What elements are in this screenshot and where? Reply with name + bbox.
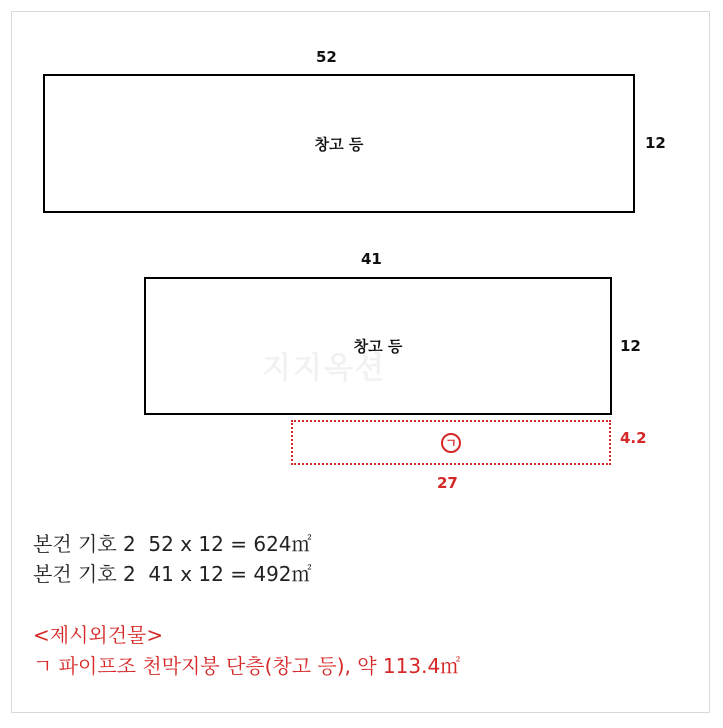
building1-label: 창고 등 <box>314 135 364 153</box>
area-note-1: 본건 기호 2 52 x 12 = 624㎡ <box>33 532 312 556</box>
watermark: 지지옥션 <box>262 351 386 386</box>
extra-width-label: 27 <box>437 474 458 492</box>
extra-building-heading: <제시외건물> <box>33 623 164 647</box>
building2-label: 창고 등 <box>353 337 403 356</box>
extra-height-label: 4.2 <box>620 429 647 447</box>
extra-structure-outline <box>291 420 611 465</box>
building1-outline <box>43 74 635 213</box>
building2-width-label: 41 <box>361 250 382 268</box>
building1-width-label: 52 <box>316 48 337 66</box>
area-note-2: 본건 기호 2 41 x 12 = 492㎡ <box>33 562 312 586</box>
building1-height-label: 12 <box>645 134 666 152</box>
extra-structure-symbol: ㄱ <box>441 433 461 453</box>
extra-building-note: ㄱ 파이프조 천막지붕 단층(창고 등), 약 113.4㎡ <box>33 654 461 678</box>
building2-height-label: 12 <box>620 337 641 355</box>
